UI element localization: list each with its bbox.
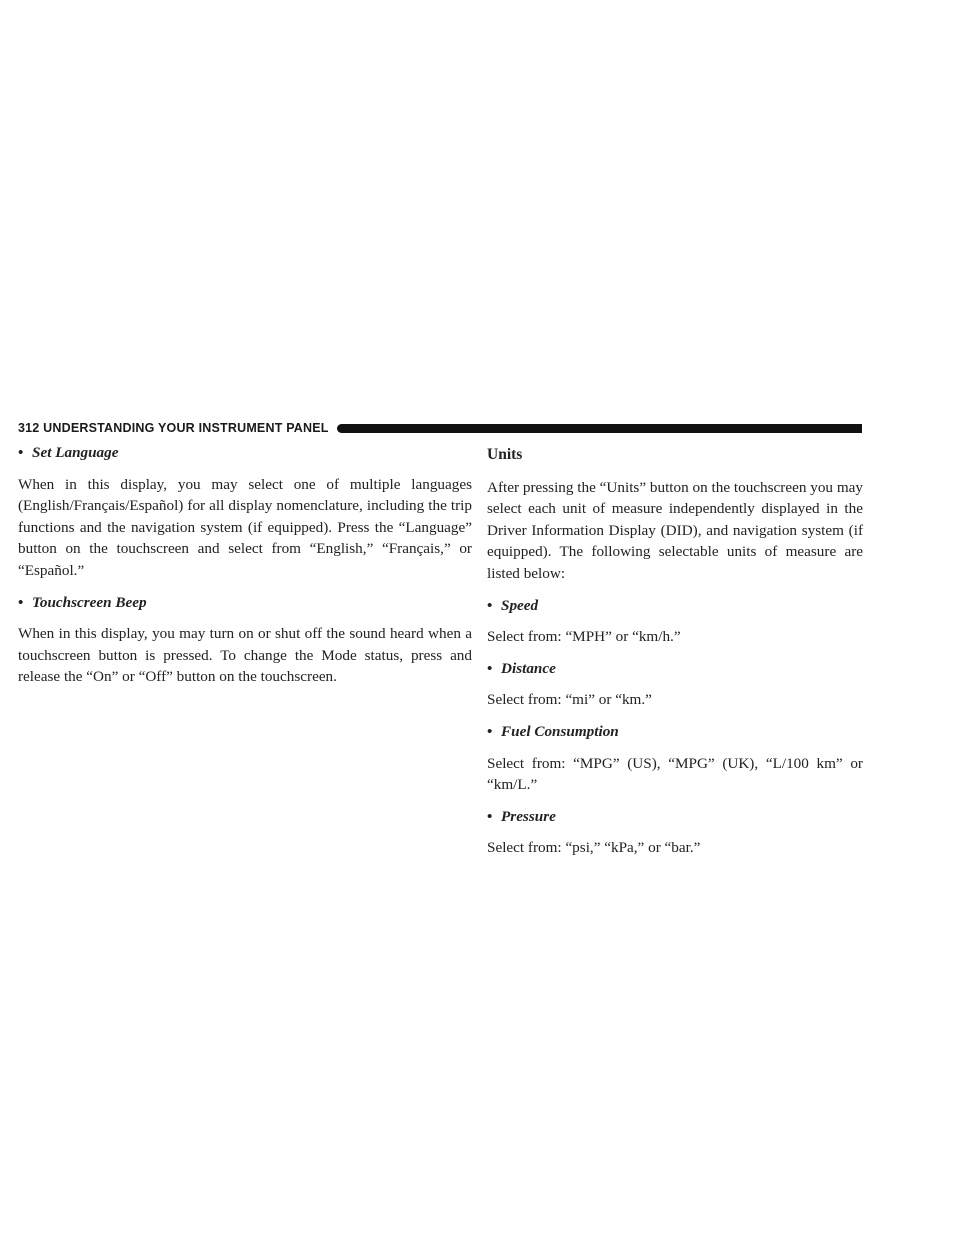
speed-label: Speed bbox=[501, 596, 539, 614]
units-intro-paragraph: After pressing the “Units” button on the touchscreen you may select each unit of measure independently displayed in the Driver Information Display (DID), and navigation system (if equipped). The following selectable units of measure are listed below: bbox=[487, 478, 863, 582]
page-header bbox=[18, 418, 862, 438]
distance-label: Distance bbox=[501, 659, 556, 677]
bullet-set-language bbox=[18, 442, 472, 464]
distance-paragraph: Select from: “mi” or “km.” bbox=[487, 691, 652, 709]
right-column bbox=[487, 442, 863, 869]
left-column bbox=[18, 442, 472, 698]
bullet-dot: • bbox=[487, 596, 493, 614]
header-rule bbox=[337, 424, 862, 433]
pressure-label: Pressure bbox=[501, 807, 556, 825]
page-header-text bbox=[18, 421, 329, 435]
pressure-paragraph: Select from: “psi,” “kPa,” or “bar.” bbox=[487, 839, 701, 857]
bullet-distance bbox=[487, 658, 863, 680]
bullet-dot: • bbox=[487, 722, 493, 740]
fuel-consumption-label: Fuel Consumption bbox=[501, 722, 619, 740]
set-language-label: Set Language bbox=[32, 444, 119, 461]
touchscreen-beep-label: Touchscreen Beep bbox=[32, 593, 147, 611]
bullet-dot: • bbox=[487, 659, 493, 677]
fuel-consumption-paragraph: Select from: “MPG” (US), “MPG” (UK), “L/100 km” or “km/L.” bbox=[487, 754, 863, 794]
bullet-dot: • bbox=[487, 807, 493, 825]
bullet-pressure bbox=[487, 806, 863, 828]
touchscreen-beep-paragraph: When in this display, you may turn on or shut off the sound heard when a touchscreen button is pressed. To change the Mode status, press and release the “On” or “Off” button on the touchscreen. bbox=[18, 625, 472, 686]
bullet-fuel-consumption bbox=[487, 721, 863, 743]
bullet-dot: • bbox=[18, 444, 24, 461]
units-heading: Units bbox=[487, 446, 523, 463]
section-title: UNDERSTANDING YOUR INSTRUMENT PANEL bbox=[43, 421, 329, 435]
speed-paragraph: Select from: “MPH” or “km/h.” bbox=[487, 628, 681, 646]
page-number: 312 bbox=[18, 421, 40, 435]
set-language-paragraph: When in this display, you may select one of multiple languages (English/Français/Español) for all display nomenclature, including the trip functions and the navigation system (if equipped). Press the “Language” button on the touchscreen and select from “English,” “Français,” or “Español.” bbox=[18, 475, 472, 579]
bullet-speed bbox=[487, 595, 863, 617]
bullet-dot: • bbox=[18, 593, 24, 611]
bullet-touchscreen-beep bbox=[18, 592, 472, 614]
